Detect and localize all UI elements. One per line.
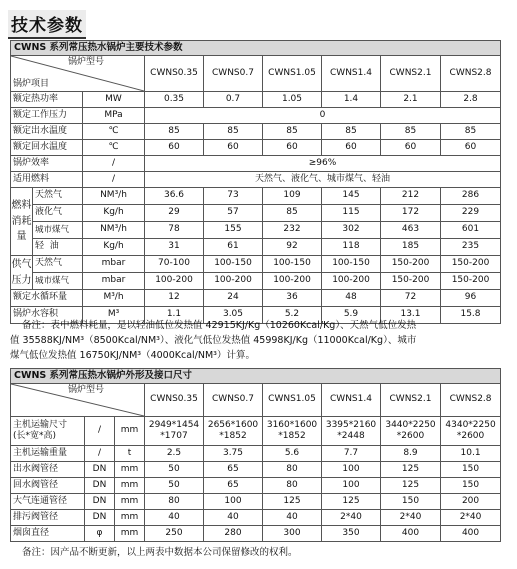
cell: 280 bbox=[204, 526, 263, 542]
row-unit: mm bbox=[115, 510, 145, 526]
model-header: 锅炉型号 bbox=[67, 385, 104, 395]
cell: 150 bbox=[441, 478, 501, 494]
row-unit: / bbox=[83, 156, 145, 172]
cell-line: *1707 bbox=[160, 431, 188, 441]
row-label: 额定热功率 bbox=[11, 92, 83, 108]
row-label: 出水阀管径 bbox=[11, 462, 85, 478]
cell: 300 bbox=[263, 526, 322, 542]
cell: 85 bbox=[263, 205, 322, 222]
model-col-header: CWNS0.7 bbox=[204, 56, 263, 92]
row-unit: MW bbox=[83, 92, 145, 108]
cell: ≥96% bbox=[145, 156, 501, 172]
table-row bbox=[11, 205, 501, 222]
cell: 10.1 bbox=[441, 446, 501, 462]
row-symbol: / bbox=[85, 417, 115, 446]
cell: 100-200 bbox=[204, 273, 263, 290]
boiler-dimensions-table bbox=[10, 368, 501, 542]
cell: 2.1 bbox=[381, 92, 441, 108]
cell: 302 bbox=[322, 222, 381, 239]
cell: 85 bbox=[322, 124, 381, 140]
cell: 50 bbox=[145, 462, 204, 478]
row-unit: Kg/h bbox=[83, 205, 145, 222]
cell: 7.7 bbox=[322, 446, 381, 462]
row-label: 天然气 bbox=[33, 256, 83, 273]
row-symbol: / bbox=[85, 446, 115, 462]
row-label: 烟囱直径 bbox=[11, 526, 85, 542]
page-title: 技术参数 bbox=[8, 10, 86, 39]
row-label-line: 主机运输尺寸 bbox=[13, 419, 68, 430]
cell: 2*40 bbox=[441, 510, 501, 526]
row-label: 液化气 bbox=[33, 205, 83, 222]
cell: 400 bbox=[381, 526, 441, 542]
cell: 350 bbox=[322, 526, 381, 542]
row-label: 排污阀管径 bbox=[11, 510, 85, 526]
cell: 0.35 bbox=[145, 92, 204, 108]
cell: 150-200 bbox=[381, 256, 441, 273]
model-col-header: CWNS1.05 bbox=[263, 56, 322, 92]
cell: 85 bbox=[204, 124, 263, 140]
model-col-header: CWNS1.4 bbox=[322, 384, 381, 417]
row-symbol: DN bbox=[85, 462, 115, 478]
cell: 125 bbox=[381, 462, 441, 478]
cell: 109 bbox=[263, 188, 322, 205]
cell: 85 bbox=[381, 124, 441, 140]
cell: 150-200 bbox=[381, 273, 441, 290]
row-label: 主机运输重量 bbox=[11, 446, 85, 462]
row-unit: ℃ bbox=[83, 124, 145, 140]
cell: 80 bbox=[263, 478, 322, 494]
cell: 60 bbox=[263, 140, 322, 156]
row-unit: ℃ bbox=[83, 140, 145, 156]
cell: 36.6 bbox=[145, 188, 204, 205]
table-row bbox=[11, 156, 501, 172]
cell: 601 bbox=[441, 222, 501, 239]
row-unit: mbar bbox=[83, 256, 145, 273]
row-unit: t bbox=[115, 446, 145, 462]
row-unit: mm bbox=[115, 526, 145, 542]
table-row bbox=[11, 222, 501, 239]
cell-line: 2949*1454 bbox=[148, 419, 200, 430]
table-row bbox=[11, 239, 501, 256]
cell: 57 bbox=[204, 205, 263, 222]
model-header: 锅炉型号 bbox=[67, 57, 104, 67]
cell: 31 bbox=[145, 239, 204, 256]
cell: 40 bbox=[145, 510, 204, 526]
row-unit: NM³/h bbox=[83, 188, 145, 205]
cell: 100-200 bbox=[322, 273, 381, 290]
cell: 78 bbox=[145, 222, 204, 239]
cell: 72 bbox=[381, 290, 441, 307]
row-label bbox=[11, 417, 85, 446]
cell: 13.1 bbox=[381, 307, 441, 324]
table1-corner-header bbox=[11, 56, 145, 92]
note-line: 值 35588KJ/NM³（8500Kcal/NM³）、液化气低位发热值 45998KJ/Kg（11000Kcal/Kg）、城市 bbox=[10, 335, 417, 346]
model-col-header: CWNS0.35 bbox=[145, 384, 204, 417]
cell: 400 bbox=[441, 526, 501, 542]
cell: 0 bbox=[145, 108, 501, 124]
cell-line: *2600 bbox=[396, 431, 425, 441]
model-col-header: CWNS2.8 bbox=[441, 384, 501, 417]
row-unit: NM³/h bbox=[83, 222, 145, 239]
cell: 50 bbox=[145, 478, 204, 494]
row-unit: / bbox=[83, 172, 145, 188]
table-row bbox=[11, 494, 501, 510]
row-label: 大气连通管径 bbox=[11, 494, 85, 510]
row-label: 额定回水温度 bbox=[11, 140, 83, 156]
row-label: 额定工作压力 bbox=[11, 108, 83, 124]
cell: 3.75 bbox=[204, 446, 263, 462]
cell: 115 bbox=[322, 205, 381, 222]
row-unit: mm bbox=[115, 478, 145, 494]
cell: 100-200 bbox=[145, 273, 204, 290]
note-line: 备注：表中燃料耗量，是以轻油低位发热值 42915KJ/Kg（10260Kcal/Kg）、天然气低位发热 bbox=[22, 320, 417, 331]
model-col-header: CWNS1.4 bbox=[322, 56, 381, 92]
cell: 1.4 bbox=[322, 92, 381, 108]
cell: 5.2 bbox=[263, 307, 322, 324]
row-unit: mm bbox=[115, 494, 145, 510]
row-label-line: (长*宽*高) bbox=[13, 431, 57, 441]
row-label: 锅炉水容积 bbox=[11, 307, 83, 324]
cell: 92 bbox=[263, 239, 322, 256]
table2-note: 备注：因产品不断更新，以上两表中数据本公司保留修改的权利。 bbox=[22, 547, 298, 558]
cell: 15.8 bbox=[441, 307, 501, 324]
cell: 40 bbox=[263, 510, 322, 526]
cell: 125 bbox=[263, 494, 322, 510]
cell: 100-150 bbox=[263, 256, 322, 273]
cell: 235 bbox=[441, 239, 501, 256]
table-row bbox=[11, 478, 501, 494]
cell: 80 bbox=[145, 494, 204, 510]
table-row bbox=[11, 290, 501, 307]
cell: 250 bbox=[145, 526, 204, 542]
cell-line: 2656*1600 bbox=[207, 419, 259, 430]
cell: 172 bbox=[381, 205, 441, 222]
cell-line: *2600 bbox=[456, 431, 485, 441]
row-label: 锅炉效率 bbox=[11, 156, 83, 172]
cell bbox=[441, 417, 501, 446]
cell: 118 bbox=[322, 239, 381, 256]
cell bbox=[204, 417, 263, 446]
cell: 5.9 bbox=[322, 307, 381, 324]
cell: 29 bbox=[145, 205, 204, 222]
cell: 0.7 bbox=[204, 92, 263, 108]
table2-corner-header bbox=[11, 384, 145, 417]
cell: 2.8 bbox=[441, 92, 501, 108]
table-row bbox=[11, 188, 501, 205]
row-label: 适用燃料 bbox=[11, 172, 83, 188]
row-unit: MPa bbox=[83, 108, 145, 124]
row-label: 城市煤气 bbox=[33, 222, 83, 239]
row-label: 城市煤气 bbox=[33, 273, 83, 290]
model-col-header: CWNS2.8 bbox=[441, 56, 501, 92]
cell bbox=[322, 417, 381, 446]
table-row bbox=[11, 172, 501, 188]
cell: 85 bbox=[145, 124, 204, 140]
row-unit: M³/h bbox=[83, 290, 145, 307]
cell: 85 bbox=[263, 124, 322, 140]
table-row bbox=[11, 510, 501, 526]
cell: 145 bbox=[322, 188, 381, 205]
table-row bbox=[11, 140, 501, 156]
cell: 8.9 bbox=[381, 446, 441, 462]
table-row bbox=[11, 124, 501, 140]
row-unit: mbar bbox=[83, 273, 145, 290]
group-label-consumption: 燃料消耗量 bbox=[11, 188, 33, 256]
cell bbox=[381, 417, 441, 446]
cell-line: *2448 bbox=[337, 431, 365, 441]
cell: 96 bbox=[441, 290, 501, 307]
cell: 48 bbox=[322, 290, 381, 307]
cell: 70-100 bbox=[145, 256, 204, 273]
cell: 60 bbox=[381, 140, 441, 156]
row-label: 轻 油 bbox=[33, 239, 83, 256]
cell-line: *1852 bbox=[219, 431, 247, 441]
cell: 65 bbox=[204, 462, 263, 478]
table-row bbox=[11, 526, 501, 542]
item-header: 锅炉项目 bbox=[13, 78, 50, 89]
table-row bbox=[11, 108, 501, 124]
table-row bbox=[11, 92, 501, 108]
cell: 天然气、液化气、城市煤气、轻油 bbox=[145, 172, 501, 188]
cell bbox=[263, 417, 322, 446]
cell: 73 bbox=[204, 188, 263, 205]
row-label: 额定水循环量 bbox=[11, 290, 83, 307]
model-col-header: CWNS0.35 bbox=[145, 56, 204, 92]
row-label: 回水阀管径 bbox=[11, 478, 85, 494]
cell: 1.05 bbox=[263, 92, 322, 108]
table1-note bbox=[10, 318, 492, 363]
cell: 85 bbox=[441, 124, 501, 140]
cell: 60 bbox=[441, 140, 501, 156]
cell-line: 3160*1600 bbox=[266, 419, 318, 430]
cell-line: 3440*2250 bbox=[385, 419, 436, 430]
cell: 2*40 bbox=[322, 510, 381, 526]
cell: 150 bbox=[381, 494, 441, 510]
row-label: 天然气 bbox=[33, 188, 83, 205]
table2-caption: CWNS 系列常压热水锅炉外形及接口尺寸 bbox=[11, 369, 501, 384]
model-col-header: CWNS2.1 bbox=[381, 56, 441, 92]
cell: 61 bbox=[204, 239, 263, 256]
cell: 40 bbox=[204, 510, 263, 526]
cell-line: *1852 bbox=[278, 431, 306, 441]
row-unit: M³ bbox=[83, 307, 145, 324]
cell: 5.6 bbox=[263, 446, 322, 462]
table-row bbox=[11, 417, 501, 446]
cell: 150-200 bbox=[441, 256, 501, 273]
cell: 60 bbox=[145, 140, 204, 156]
cell-line: 4340*2250 bbox=[445, 419, 496, 430]
cell: 2.5 bbox=[145, 446, 204, 462]
table-row bbox=[11, 273, 501, 290]
cell: 100 bbox=[322, 462, 381, 478]
cell: 100 bbox=[322, 478, 381, 494]
cell: 100 bbox=[204, 494, 263, 510]
cell: 2*40 bbox=[381, 510, 441, 526]
row-symbol: DN bbox=[85, 478, 115, 494]
row-symbol: φ bbox=[85, 526, 115, 542]
cell: 150 bbox=[441, 462, 501, 478]
table1-caption: CWNS 系列常压热水锅炉主要技术参数 bbox=[11, 41, 501, 56]
row-label: 额定出水温度 bbox=[11, 124, 83, 140]
cell: 36 bbox=[263, 290, 322, 307]
cell: 100-150 bbox=[322, 256, 381, 273]
model-col-header: CWNS1.05 bbox=[263, 384, 322, 417]
cell: 232 bbox=[263, 222, 322, 239]
table-row bbox=[11, 462, 501, 478]
boiler-main-params-table bbox=[10, 40, 501, 324]
table-row bbox=[11, 446, 501, 462]
group-label-supply: 供气压力 bbox=[11, 256, 33, 290]
model-col-header: CWNS0.7 bbox=[204, 384, 263, 417]
row-unit: Kg/h bbox=[83, 239, 145, 256]
cell: 12 bbox=[145, 290, 204, 307]
row-unit: mm bbox=[115, 417, 145, 446]
cell: 100-150 bbox=[204, 256, 263, 273]
cell: 125 bbox=[322, 494, 381, 510]
cell: 125 bbox=[381, 478, 441, 494]
cell: 1.1 bbox=[145, 307, 204, 324]
row-symbol: DN bbox=[85, 510, 115, 526]
cell: 150-200 bbox=[441, 273, 501, 290]
cell: 286 bbox=[441, 188, 501, 205]
row-symbol: DN bbox=[85, 494, 115, 510]
cell: 229 bbox=[441, 205, 501, 222]
model-col-header: CWNS2.1 bbox=[381, 384, 441, 417]
cell: 100-200 bbox=[263, 273, 322, 290]
cell: 185 bbox=[381, 239, 441, 256]
cell: 200 bbox=[441, 494, 501, 510]
cell-line: 3395*2160 bbox=[325, 419, 377, 430]
row-unit: mm bbox=[115, 462, 145, 478]
cell bbox=[145, 417, 204, 446]
cell: 3.05 bbox=[204, 307, 263, 324]
cell: 80 bbox=[263, 462, 322, 478]
cell: 24 bbox=[204, 290, 263, 307]
cell: 463 bbox=[381, 222, 441, 239]
note-line: 煤气低位发热值 16750KJ/NM³（4000Kcal/NM³）计算。 bbox=[10, 350, 255, 361]
table-row bbox=[11, 256, 501, 273]
cell: 60 bbox=[322, 140, 381, 156]
cell: 65 bbox=[204, 478, 263, 494]
cell: 60 bbox=[204, 140, 263, 156]
cell: 212 bbox=[381, 188, 441, 205]
cell: 155 bbox=[204, 222, 263, 239]
